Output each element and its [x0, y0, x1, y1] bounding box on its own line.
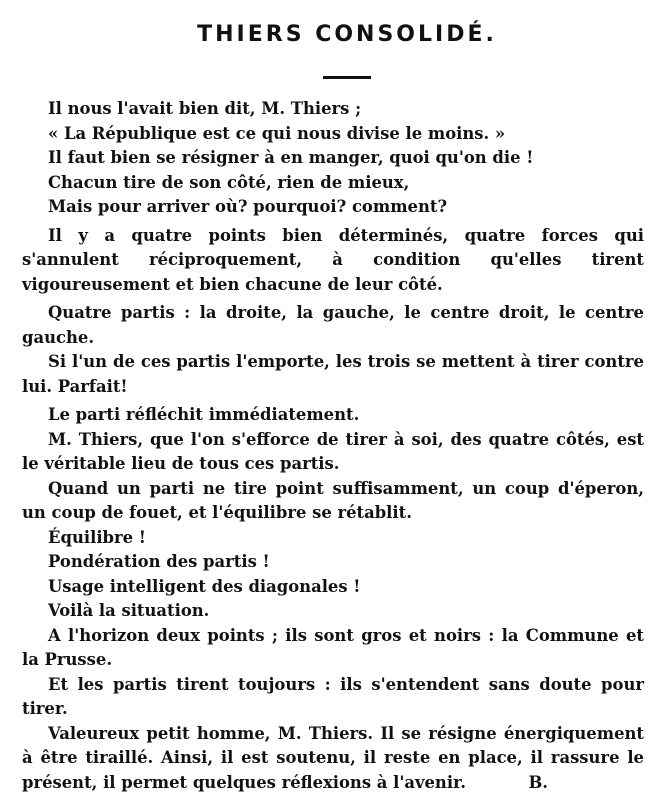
paragraph: Quand un parti ne tire point suffisamment, un coup d'éperon, un coup de fouet, et l'équilibre se rétablit. — [22, 478, 644, 522]
paragraph-text: Valeureux petit homme, M. Thiers. Il se résigne énergiquement à être tiraillé. Ainsi, il est soutenu, il reste en place, il rassure le présent, il permet quelques réflexions à l'avenir. — [22, 723, 644, 792]
paragraph: Pondération des partis ! — [48, 552, 270, 571]
paragraph: Usage intelligent des diagonales ! — [48, 576, 361, 596]
paragraph: « La République est ce qui nous divise le moins. » — [48, 123, 506, 143]
paragraph: Et les partis tirent toujours : ils s'entendent sans doute pour tirer. — [22, 674, 644, 718]
paragraph: Il faut bien se résigner à en manger, quoi qu'on die ! — [48, 148, 534, 167]
paragraph-with-signature — [22, 722, 644, 796]
paragraph: M. Thiers, que l'on s'efforce de tirer à soi, des quatre côtés, est le véritable lieu de tous ces partis. — [22, 429, 644, 473]
document-title: THIERS CONSOLIDÉ. — [197, 22, 497, 47]
paragraph: Si l'un de ces partis l'emporte, les trois se mettent à tirer contre lui. Parfait! — [22, 352, 644, 396]
paragraph: Chacun tire de son côté, rien de mieux, — [48, 172, 410, 192]
paragraph: Voilà la situation. — [48, 601, 210, 620]
paragraph: Équilibre ! — [48, 527, 146, 547]
title-rule — [323, 76, 371, 79]
paragraph: A l'horizon deux points ; ils sont gros et noirs : la Commune et la Prusse. — [22, 625, 644, 669]
paragraph: Il nous l'avait bien dit, M. Thiers ; — [48, 99, 362, 118]
paragraph: Mais pour arriver où? pourquoi? comment? — [48, 197, 448, 216]
paragraph: Le parti réfléchit immédiatement. — [48, 405, 360, 424]
paragraph: Il y a quatre points bien déterminés, quatre forces qui s'annulent réciproquement, à condition qu'elles tirent vigoureusement et bien chacune de leur côté. — [22, 225, 644, 294]
signature: B. — [528, 772, 548, 792]
paragraph: Quatre partis : la droite, la gauche, le centre droit, le centre gauche. — [22, 303, 644, 347]
document-body — [22, 97, 644, 795]
